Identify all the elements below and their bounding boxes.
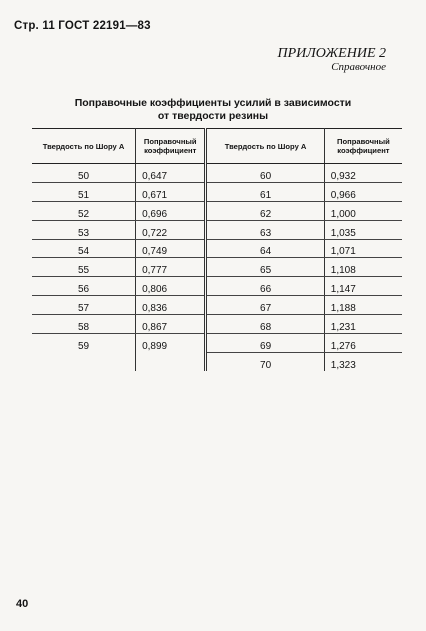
coef-cell: 0,671 (136, 182, 206, 201)
table-row (32, 220, 402, 239)
hardness-cell: 69 (206, 334, 324, 353)
hardness-cell: 60 (206, 164, 324, 183)
hardness-cell: 53 (32, 220, 136, 239)
appendix-block (278, 46, 386, 73)
coef-cell: 0,836 (136, 296, 206, 315)
hardness-cell: 67 (206, 296, 324, 315)
coef-cell: 0,966 (324, 182, 402, 201)
coef-cell: 0,899 (136, 334, 206, 353)
hardness-cell: 62 (206, 201, 324, 220)
caption-line-1: Поправочные коэффициенты усилий в зависимости (74, 97, 352, 109)
appendix-subtitle: Справочное (331, 61, 386, 74)
hardness-cell: 65 (206, 258, 324, 277)
coef-cell: 1,035 (324, 220, 402, 239)
coef-cell: 0,696 (136, 201, 206, 220)
hardness-cell: 57 (32, 296, 136, 315)
table-row (32, 334, 402, 353)
table-caption (0, 97, 426, 123)
header-coef-right: Поправочный коэффициент (324, 129, 402, 164)
hardness-cell: 55 (32, 258, 136, 277)
header-hardness-left: Твердость по Шору А (32, 129, 136, 164)
coef-cell: 1,231 (324, 315, 402, 334)
table-row (32, 201, 402, 220)
table-row (32, 315, 402, 334)
coef-cell: 1,147 (324, 277, 402, 296)
coefficient-table (32, 128, 402, 371)
hardness-cell: 56 (32, 277, 136, 296)
hardness-cell: 51 (32, 182, 136, 201)
table-row (32, 182, 402, 201)
hardness-cell: 63 (206, 220, 324, 239)
table-row (32, 277, 402, 296)
coef-cell: 0,749 (136, 239, 206, 258)
table-header-row (32, 129, 402, 164)
table-row (32, 164, 402, 183)
empty-cell (136, 352, 206, 370)
header-hardness-right: Твердость по Шору А (206, 129, 324, 164)
hardness-cell: 59 (32, 334, 136, 353)
header-coef-left: Поправочный коэффициент (136, 129, 206, 164)
coef-cell: 1,108 (324, 258, 402, 277)
empty-cell (32, 352, 136, 370)
table-row (32, 296, 402, 315)
hardness-cell: 52 (32, 201, 136, 220)
hardness-cell: 66 (206, 277, 324, 296)
document-header: Стр. 11 ГОСТ 22191—83 (14, 20, 151, 32)
coef-cell: 0,932 (324, 164, 402, 183)
coef-cell: 1,071 (324, 239, 402, 258)
table-row (32, 258, 402, 277)
coef-cell: 1,000 (324, 201, 402, 220)
hardness-cell: 50 (32, 164, 136, 183)
coef-cell: 1,276 (324, 334, 402, 353)
coef-cell: 0,722 (136, 220, 206, 239)
caption-line-2: от твердости резины (157, 110, 269, 123)
coef-cell: 0,806 (136, 277, 206, 296)
hardness-cell: 68 (206, 315, 324, 334)
table-row (32, 352, 402, 370)
hardness-cell: 54 (32, 239, 136, 258)
hardness-cell: 61 (206, 182, 324, 201)
coef-cell: 1,188 (324, 296, 402, 315)
hardness-cell: 70 (206, 352, 324, 370)
hardness-cell: 58 (32, 315, 136, 334)
appendix-title: ПРИЛОЖЕНИЕ 2 (277, 46, 386, 61)
table-row (32, 239, 402, 258)
coef-cell: 1,323 (330, 359, 356, 371)
coef-cell: 0,867 (136, 315, 206, 334)
page-number: 40 (16, 598, 29, 610)
coef-cell: 0,647 (136, 164, 206, 183)
coef-cell: 0,777 (136, 258, 206, 277)
hardness-cell: 64 (206, 239, 324, 258)
